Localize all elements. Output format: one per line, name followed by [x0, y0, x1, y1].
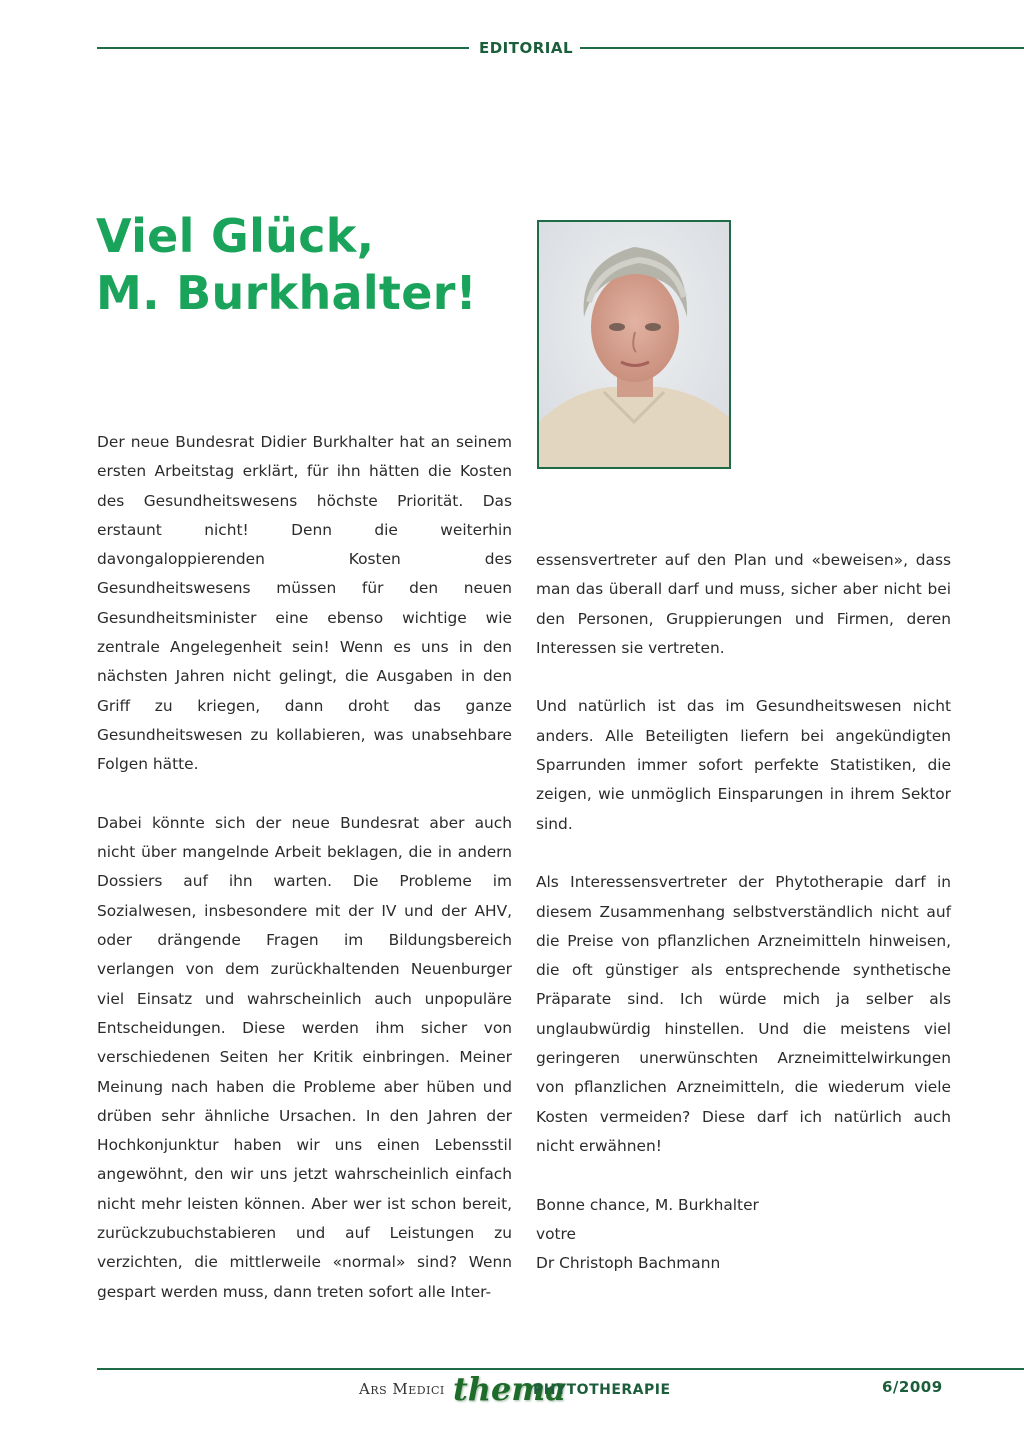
paragraph: Als Interessensvertreter der Phytotherapie darf in diesem Zusammenhang selbstverständlich nicht auf die Preise von pflanzlichen Arzneimitteln hinweisen, die oft günstiger als entsprechende synthetische Präparate sind. Ich würde mich ja selber als unglaubwürdig hinstellen. Und die meistens viel geringeren unerwünschten Arzneimittelwirkungen von pflanzlichen Arzneimitteln, die wiederum viele Kosten vermeiden? Diese darf ich natürlich auch nicht erwähnen!: [536, 873, 951, 1155]
signoff-votre: votre: [536, 1224, 577, 1243]
paragraph: essensvertreter auf den Plan und «beweisen», dass man das überall darf und muss, sicher aber nicht bei den Personen, Gruppierungen und Firmen, deren Interessen sie vertreten.: [536, 551, 951, 657]
article-title: [96, 208, 477, 322]
article-column-right: [536, 546, 951, 1278]
page-footer: [97, 1368, 1024, 1418]
header-rule-left: [97, 47, 469, 49]
signoff: [536, 1191, 951, 1279]
paragraph: Und natürlich ist das im Gesundheitswesen nicht anders. Alle Beteiligten liefern bei angekündigten Sparrunden immer sofort perfekte Statistiken, die zeigen, wie unmöglich Einsparungen in ihrem Sektor sind.: [536, 697, 951, 833]
issue-number: 6/2009: [882, 1378, 943, 1396]
portrait-image: [539, 222, 729, 467]
article-column-left: [97, 428, 512, 1307]
paragraph: Dabei könnte sich der neue Bundesrat aber auch nicht über mangelnde Arbeit beklagen, die in andern Dossiers auf ihn warten. Die Probleme im Sozialwesen, insbesondere mit der IV und der AHV, oder drängende Fragen im Bildungsbereich verlangen von dem zurückhaltenden Neuenburger viel Einsatz und wahrscheinlich auch unpopuläre Entscheidungen. Diese werden ihm sicher von verschiedenen Seiten her Kritik einbringen. Meiner Meinung nach haben die Probleme aber hüben und drüben sehr ähnliche Ursachen. In den Jahren der Hochkonjunktur haben wir uns einen Lebensstil angewöhnt, den wir uns jetzt wahrscheinlich einfach nicht mehr leisten können. Aber wer ist schon bereit, zurückzubuchstabieren und auf Leistungen zu verzichten, die mittlerweile «normal» sind? Wenn gespart werden muss, dann treten sofort alle Inter-: [97, 813, 512, 1301]
brand-logo-thema: thema: [453, 1370, 566, 1408]
title-line-1: Viel Glück,: [96, 209, 375, 263]
title-line-2: M. Burkhalter!: [96, 266, 477, 320]
author-portrait: [537, 220, 731, 469]
paragraph: Der neue Bundesrat Didier Burkhalter hat an seinem ersten Arbeitstag erklärt, für ihn hätten die Kosten des Gesundheitswesens höchste Priorität. Das erstaunt nicht! Denn die weiterhin davongaloppierenden Kosten des Gesundheitswesens müssen für den neuen Gesundheitsminister eine ebenso wichtige wie zentrale Angelegenheit sein! Wenn es uns in den nächsten Jahren nicht gelingt, die Ausgaben in den Griff zu kriegen, dann droht das ganze Gesundheitswesen zu kollabieren, was unabsehbare Folgen hätte.: [97, 433, 512, 774]
signoff-greeting: Bonne chance, M. Burkhalter: [536, 1195, 759, 1214]
header-rule-right: [580, 47, 1024, 49]
page-header: [97, 38, 1024, 58]
footer-section-name: PHYTOTHERAPIE: [533, 1382, 671, 1398]
brand-logo-ars-medici: Ars Medici: [359, 1380, 445, 1398]
section-label: EDITORIAL: [478, 39, 574, 57]
signoff-author: Dr Christoph Bachmann: [536, 1254, 721, 1273]
